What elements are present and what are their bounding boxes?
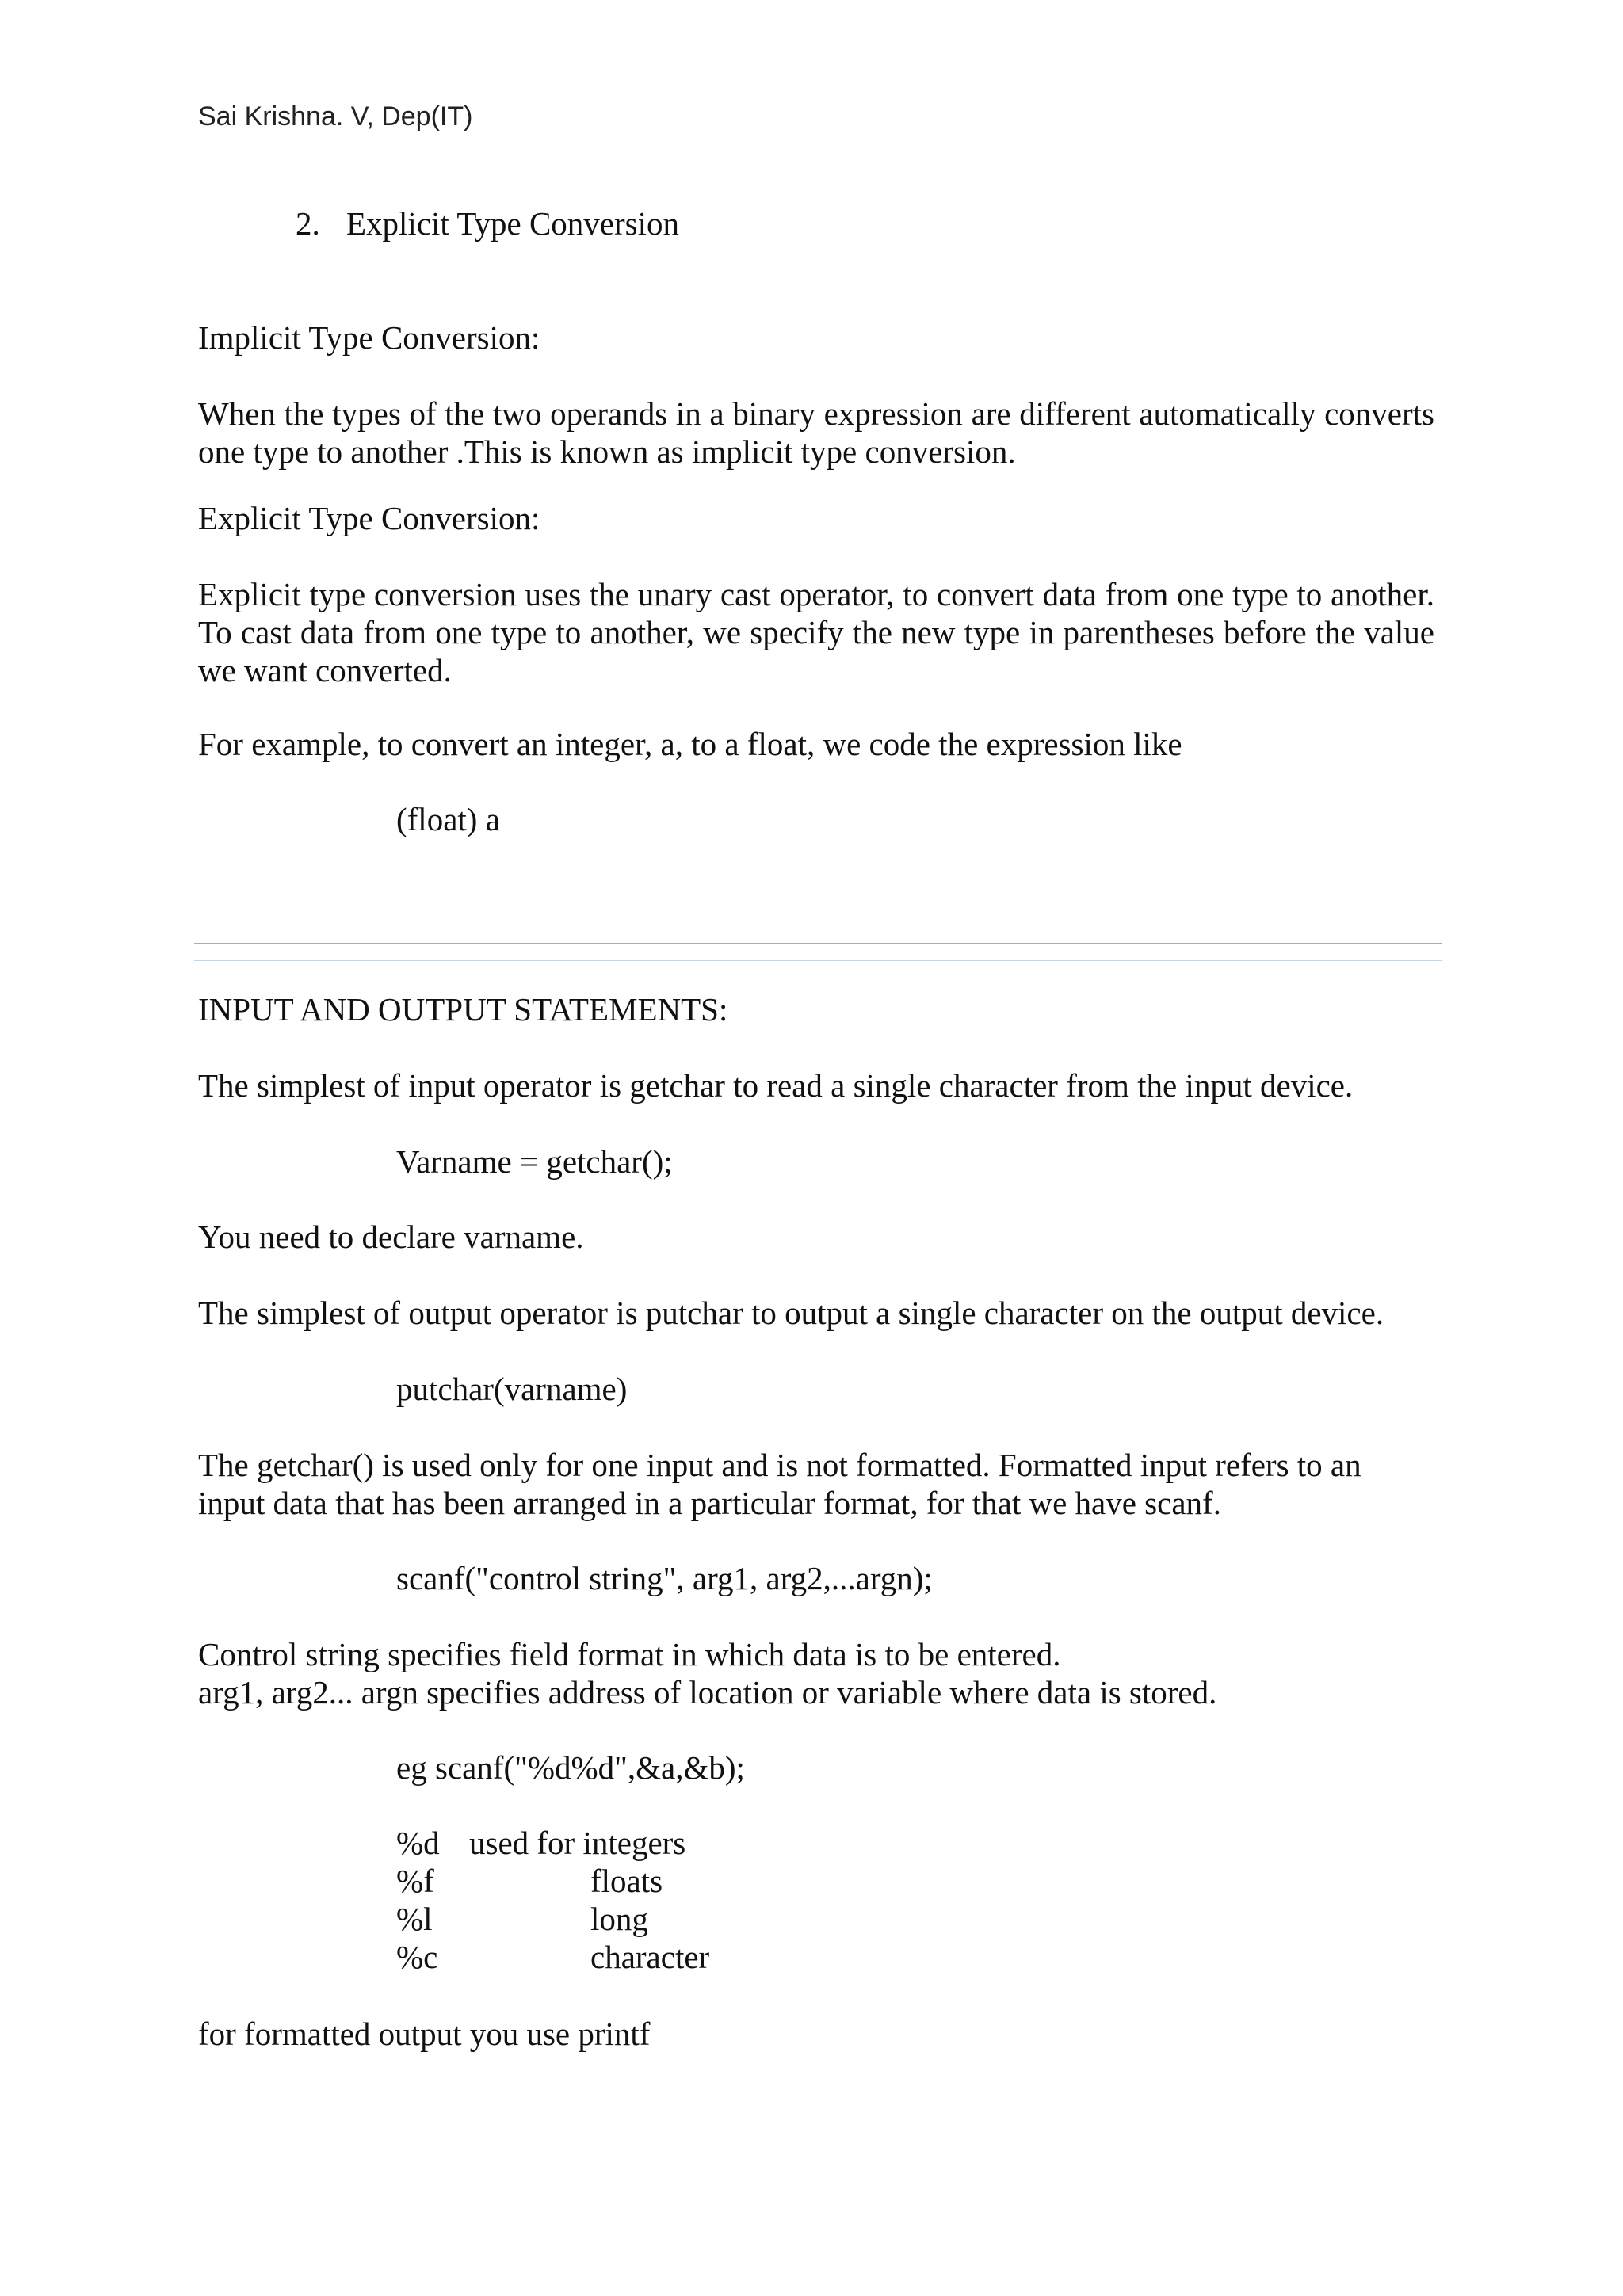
- declare-note: You need to declare varname.: [198, 1219, 584, 1255]
- specifier-row: [396, 1862, 709, 1900]
- specifier-code: %d: [396, 1825, 440, 1861]
- putchar-code: putchar(varname): [396, 1371, 628, 1407]
- scanf-example: eg scanf("%d%d",&a,&b);: [396, 1749, 745, 1786]
- numbered-list-item: [296, 204, 1532, 242]
- specifier-row: [396, 1824, 709, 1862]
- explicit-example-code: (float) a: [396, 801, 500, 837]
- list-item-text: Explicit Type Conversion: [346, 205, 679, 242]
- specifier-code: %c: [396, 1939, 438, 1975]
- divider-line-secondary: [194, 960, 1442, 961]
- getchar-intro: The simplest of input operator is getchar to read a single character from the input device.: [198, 1067, 1354, 1104]
- list-item-number: 2.: [296, 205, 320, 242]
- putchar-intro: The simplest of output operator is putchar to output a single character on the output device.: [198, 1295, 1384, 1331]
- format-specifier-list: [396, 1824, 709, 1976]
- control-string-desc: Control string specifies field format in which data is to be entered.: [198, 1636, 1061, 1672]
- divider-line-primary: [194, 943, 1442, 944]
- explicit-body: Explicit type conversion uses the unary cast operator, to convert data from one type to another. To cast data from one type to another, we specify the new type in parentheses before the value we want converted.: [198, 576, 1434, 688]
- specifier-desc: character: [590, 1939, 710, 1975]
- io-heading: INPUT AND OUTPUT STATEMENTS:: [198, 991, 728, 1028]
- scanf-code: scanf("control string", arg1, arg2,...argn);: [396, 1560, 933, 1596]
- specifier-desc: long: [590, 1901, 648, 1937]
- implicit-heading: Implicit Type Conversion:: [198, 319, 540, 356]
- section-divider: [194, 943, 1442, 963]
- specifier-row: [396, 1938, 709, 1976]
- explicit-heading: Explicit Type Conversion:: [198, 500, 540, 536]
- specifier-code: %l: [396, 1901, 433, 1937]
- scanf-intro-line-2: input data that has been arranged in a particular format, for that we have scanf.: [198, 1485, 1221, 1521]
- specifier-desc: floats: [590, 1863, 663, 1899]
- getchar-code: Varname = getchar();: [396, 1143, 673, 1180]
- args-desc: arg1, arg2... argn specifies address of location or variable where data is stored.: [198, 1674, 1217, 1711]
- implicit-body: When the types of the two operands in a binary expression are different automatically converts one type to another .This is known as implicit type conversion.: [198, 395, 1434, 470]
- specifier-row: [396, 1900, 709, 1938]
- printf-note: for formatted output you use printf: [198, 2016, 651, 2052]
- explicit-example-intro: For example, to convert an integer, a, to a float, we code the expression like: [198, 726, 1182, 762]
- page-header-author: Sai Krishna. V, Dep(IT): [198, 101, 473, 132]
- specifier-code: %f: [396, 1863, 434, 1899]
- specifier-desc: used for integers: [469, 1825, 686, 1861]
- scanf-intro-line-1: The getchar() is used only for one input and is not formatted. Formatted input refers to an: [198, 1447, 1361, 1483]
